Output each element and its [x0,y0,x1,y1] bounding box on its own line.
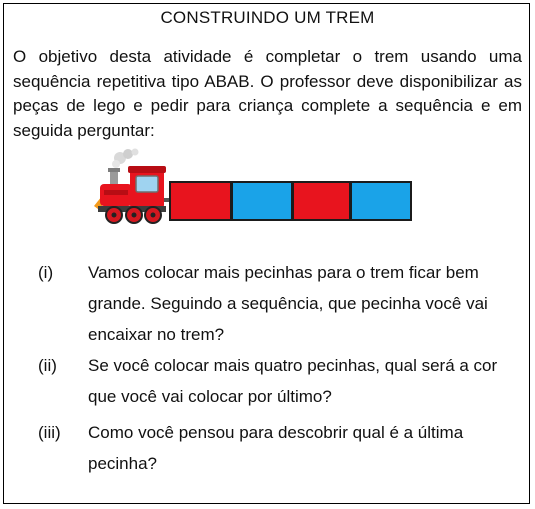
locomotive-icon [90,146,172,226]
train-block-1-red [169,181,232,221]
intro-paragraph: O objetivo desta atividade é completar o trem usando uma sequência repetitiva tipo ABAB. O professor deve disponibilizar as peças de lego e pedir para criança complete a sequência e em seguida perguntar: [13,47,522,140]
question-text: Vamos colocar mais pecinhas para o trem ficar bem grande. Seguindo a sequência, que pecinha você vai encaixar no trem? [88,263,488,344]
train-block-2-blue [231,181,293,221]
question-number: (ii) [38,356,57,375]
question-text: Como você pensou para descobrir qual é a última pecinha? [88,423,464,473]
page-title: CONSTRUINDO UM TREM [160,8,375,27]
question-text: Se você colocar mais quatro pecinhas, qual será a cor que você vai colocar por último? [88,356,498,406]
question-number: (iii) [38,423,61,442]
train-block-3-red [292,181,351,221]
question-number: (i) [38,263,54,282]
train-block-4-blue [350,181,412,221]
